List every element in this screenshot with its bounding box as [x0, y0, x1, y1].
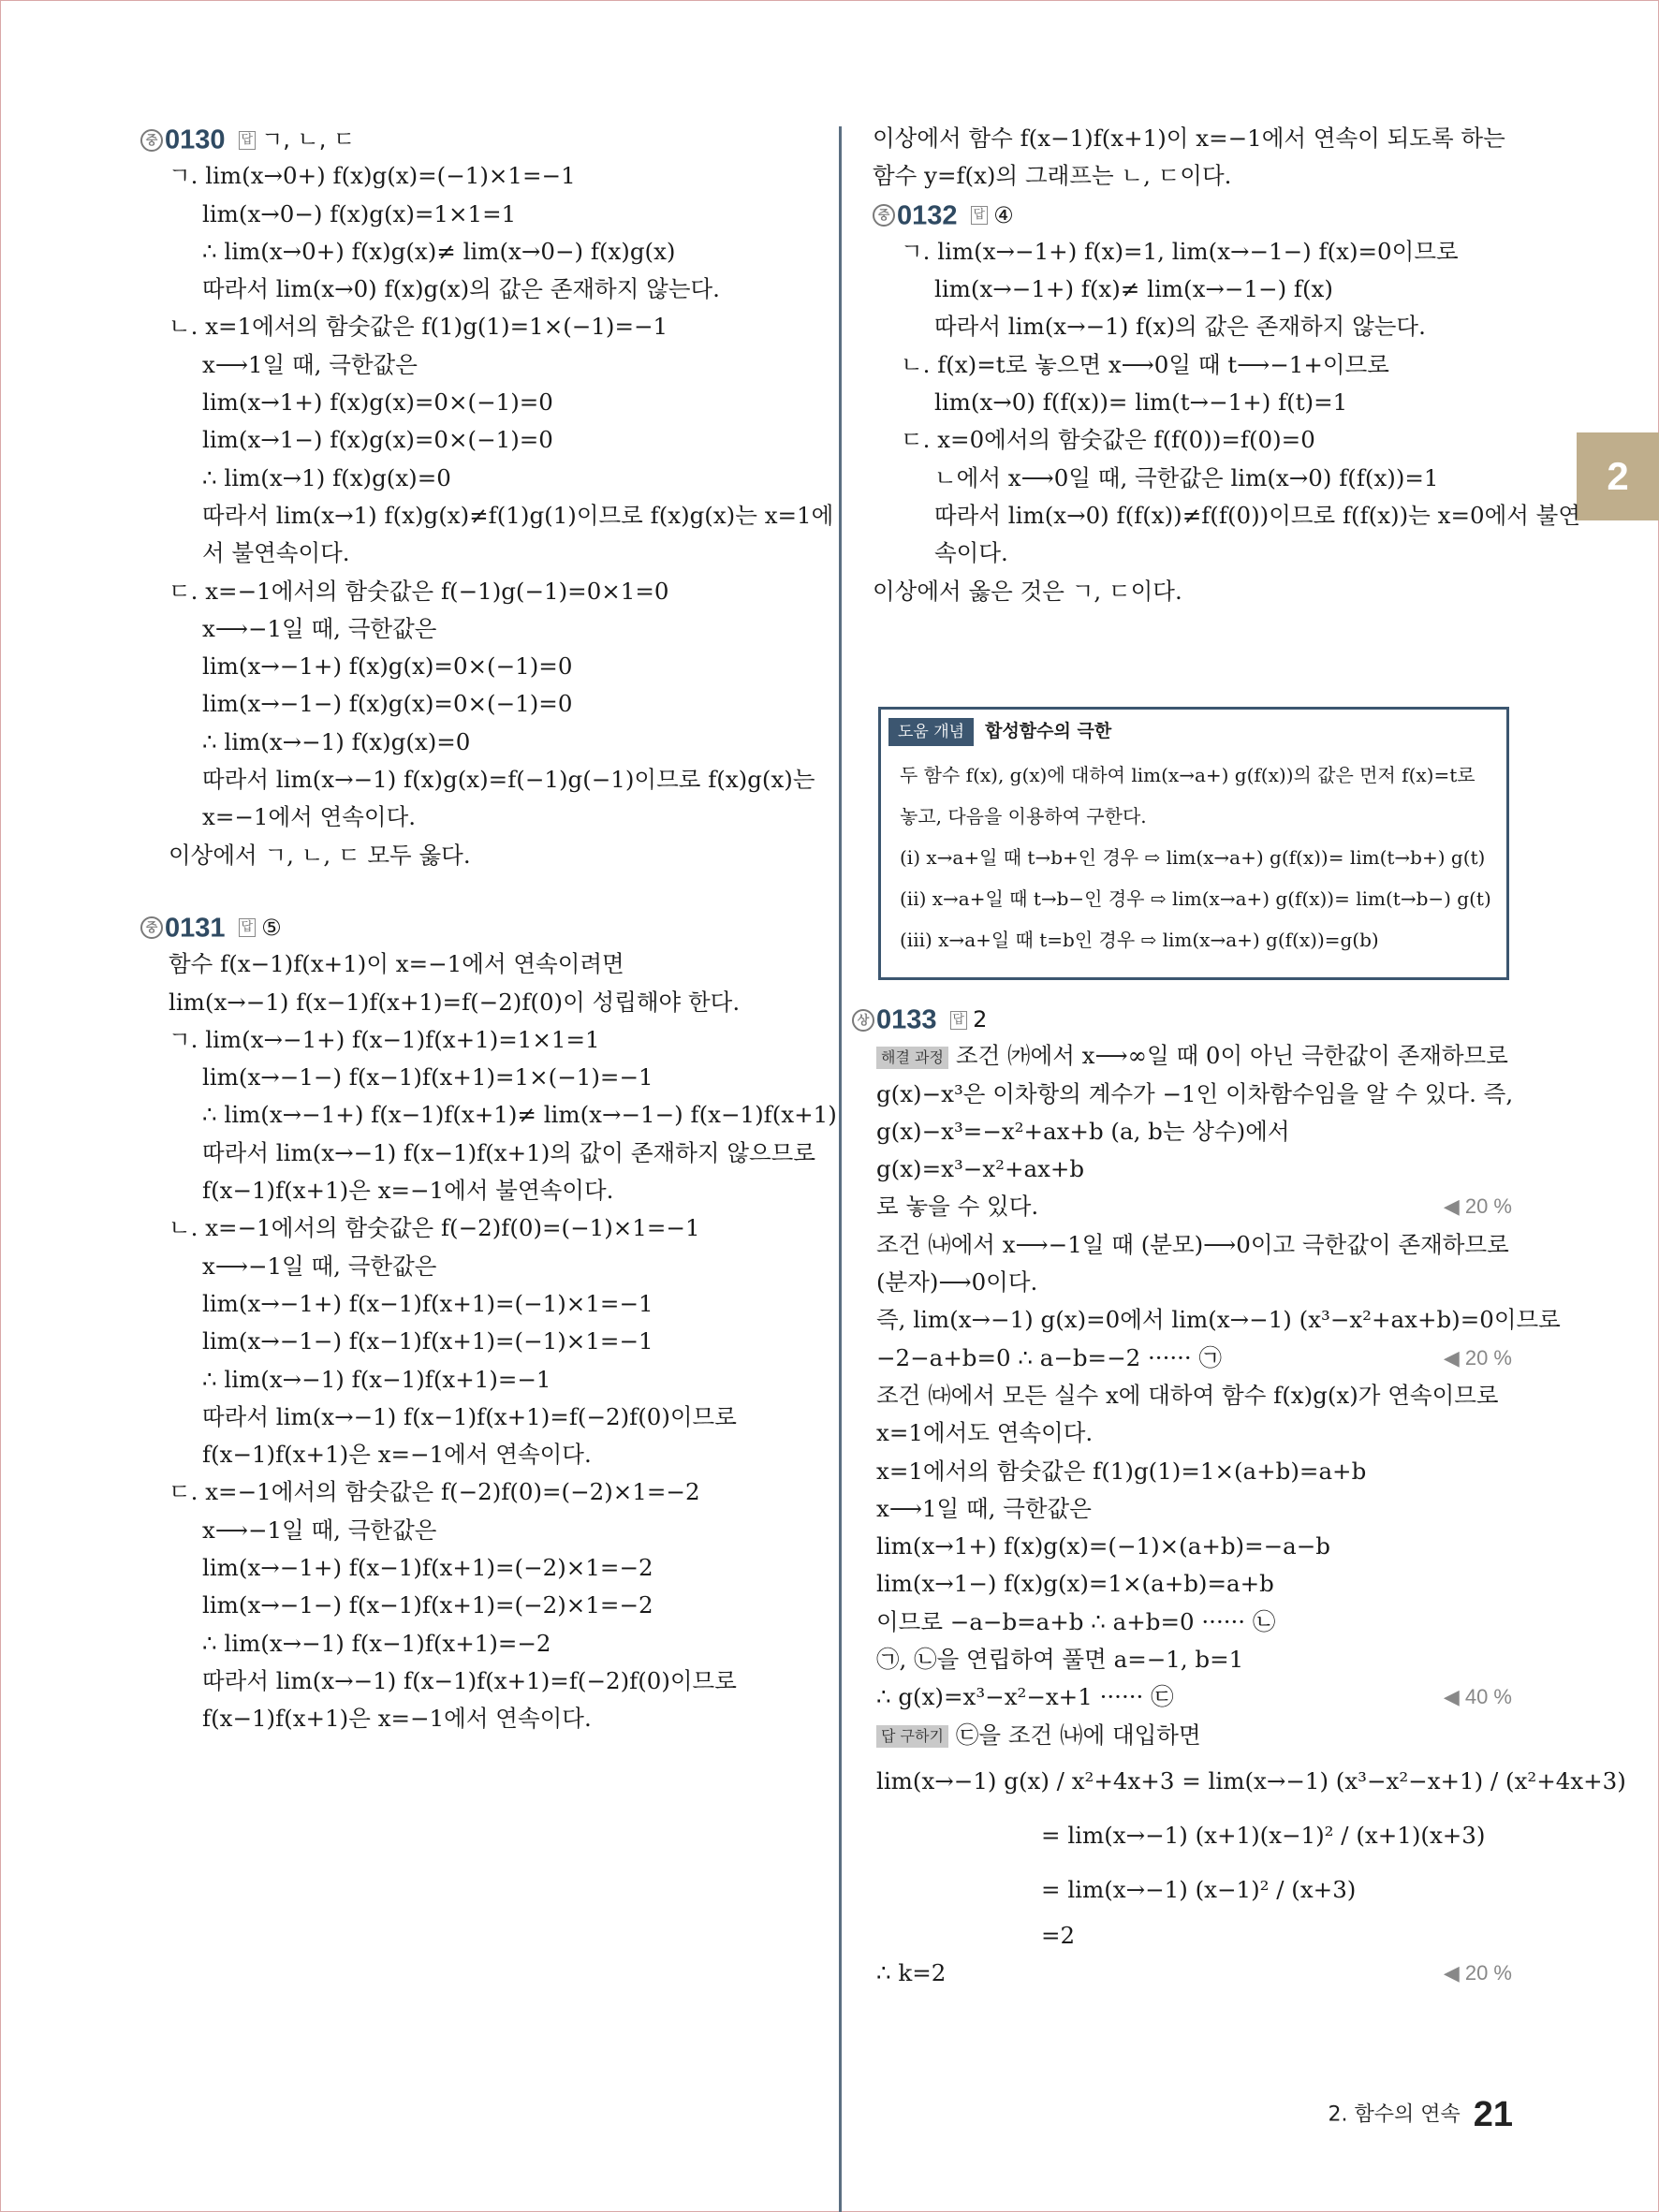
solution-line: lim(x→−1) f(x−1)f(x+1)=f(−2)f(0)이 성립해야 한다. [169, 988, 741, 1016]
solution-line: 따라서 lim(x→0) f(x)g(x)의 값은 존재하지 않는다. [202, 275, 720, 303]
solution-line: lim(x→0) f(f(x))= lim(t→−1+) f(t)=1 [934, 388, 1348, 417]
solution-line [852, 1188, 1512, 1225]
solution-line: lim(x→1−) f(x)g(x)=0×(−1)=0 [202, 426, 553, 454]
score-percent: ◀ 20 % [1443, 1961, 1512, 1985]
solution-text: ㉢을 조건 ㈏에 대입하면 [955, 1721, 1201, 1749]
answer-tag: 답 [239, 131, 257, 150]
solution-line [852, 1340, 1512, 1377]
solution-line: x=1에서도 연속이다. [876, 1419, 1094, 1447]
solution-line: 함수 y=f(x)의 그래프는 ㄴ, ㄷ이다. [873, 162, 1232, 190]
solution-line: lim(x→−1−) f(x−1)f(x+1)=(−2)×1=−2 [202, 1591, 653, 1619]
solution-line: lim(x→0−) f(x)g(x)=1×1=1 [202, 199, 517, 227]
solution-line: 속이다. [934, 539, 1008, 567]
solution-line: 서 불연속이다. [202, 539, 350, 567]
solution-line: ㉠, ㉡을 연립하여 풀면 a=−1, b=1 [876, 1646, 1244, 1674]
level-badge: 중 [873, 204, 895, 227]
solution-line: x⟶−1일 때, 극한값은 [202, 1516, 437, 1544]
solution-line: lim(x→1+) f(x)g(x)=0×(−1)=0 [202, 388, 553, 417]
tip-line: 놓고, 다음을 이용하여 구한다. [900, 805, 1147, 828]
solution-line: lim(x→−1−) f(x−1)f(x+1)=1×(−1)=−1 [202, 1063, 653, 1091]
solution-line: 따라서 lim(x→0) f(f(x))≠f(f(0))이므로 f(f(x))는 x=0에서 불연 [934, 501, 1581, 529]
solution-line: g(x)=x³−x²+ax+b [876, 1155, 1085, 1183]
solution-text: −2−a+b=0 ∴ a−b=−2 ······ ㉠ [876, 1343, 1223, 1371]
solution-line: f(x−1)f(x+1)은 x=−1에서 연속이다. [202, 1441, 592, 1469]
problem-number: 0132 [897, 199, 958, 230]
solution-text: 로 놓을 수 있다. [876, 1193, 1039, 1221]
solution-line: ∴ lim(x→−1) f(x−1)f(x+1)=−2 [202, 1629, 551, 1657]
solution-line: (분자)⟶0이다. [876, 1268, 1038, 1296]
calc-line: = lim(x→−1) (x−1)² / (x+3) [1041, 1875, 1357, 1903]
solution-line: ㄴ에서 x⟶0일 때, 극한값은 lim(x→0) f(f(x))=1 [934, 463, 1439, 491]
solution-line: ㄱ. lim(x→−1+) f(x)=1, lim(x→−1−) f(x)=0이므로 [901, 237, 1459, 265]
answer-value: ㄱ, ㄴ, ㄷ [261, 126, 356, 154]
calc-text: g(x) / x²+4x+3 [1004, 1766, 1175, 1795]
answer-value: ④ [993, 201, 1014, 228]
answer-tag: 답 [239, 918, 257, 937]
solution-line: ㄴ. x=1에서의 함숫값은 f(1)g(1)=1×(−1)=−1 [169, 313, 668, 341]
answer-value: ⑤ [261, 915, 282, 942]
solution-line: lim(x→−1+) f(x)≠ lim(x→−1−) f(x) [934, 275, 1333, 303]
chapter-tab: 2 [1577, 432, 1659, 520]
step-tag: 해결 과정 [876, 1047, 948, 1069]
solution-line: ㄷ. x=−1에서의 함숫값은 f(−1)g(−1)=0×1=0 [169, 577, 669, 605]
problem-number: 0131 [165, 913, 226, 944]
solution-line: lim(x→−1+) f(x)g(x)=0×(−1)=0 [202, 652, 573, 681]
level-badge: 중 [140, 916, 163, 939]
problem-0133 [852, 1000, 1626, 1993]
solution-line: g(x)−x³은 이차항의 계수가 −1인 이차함수임을 알 수 있다. 즉, [876, 1079, 1514, 1107]
solution-line: 조건 ㈐에서 모든 실수 x에 대하여 함수 f(x)g(x)가 연속이므로 [876, 1381, 1499, 1409]
solution-line: 이상에서 함수 f(x−1)f(x+1)이 x=−1에서 연속이 되도록 하는 [873, 125, 1505, 152]
answer-tag: 답 [950, 1011, 968, 1030]
solution-line: x⟶−1일 때, 극한값은 [202, 614, 437, 642]
solution-line: 이므로 −a−b=a+b ∴ a+b=0 ······ ㉡ [876, 1607, 1276, 1635]
solution-line: 따라서 lim(x→−1) f(x)g(x)=f(−1)g(−1)이므로 f(x)g(x)는 [202, 766, 815, 794]
solution-line [852, 1678, 1512, 1716]
solution-line [852, 1955, 1512, 1992]
footer-chapter: 2. 함수의 연속 [1328, 2102, 1461, 2127]
solution-line: x=1에서의 함숫값은 f(1)g(1)=1×(a+b)=a+b [876, 1457, 1367, 1485]
solution-line: x⟶1일 때, 극한값은 [876, 1494, 1092, 1522]
tip-line: 두 함수 f(x), g(x)에 대하여 lim(x→a+) g(f(x))의 값은 먼저 f(x)=t로 [900, 764, 1475, 786]
solution-line: x⟶−1일 때, 극한값은 [202, 1252, 437, 1280]
solution-line: 조건 ㈏에서 x⟶−1일 때 (분모)⟶0이고 극한값이 존재하므로 [876, 1230, 1509, 1258]
solution-line: lim(x→−1−) f(x−1)f(x+1)=(−1)×1=−1 [202, 1327, 653, 1355]
solution-line: 이상에서 ㄱ, ㄴ, ㄷ 모두 옳다. [169, 841, 471, 869]
level-badge: 중 [140, 129, 163, 152]
solution-line [852, 1717, 1512, 1754]
solution-line: 따라서 lim(x→−1) f(x−1)f(x+1)=f(−2)f(0)이므로 [202, 1666, 737, 1694]
tip-line: (ii) x→a+일 때 t→b−인 경우 ⇨ lim(x→a+) g(f(x))= lim(t→b−) g(t) [900, 887, 1491, 910]
problem-number: 0133 [876, 1004, 937, 1035]
tip-line: (i) x→a+일 때 t→b+인 경우 ⇨ lim(x→a+) g(f(x))= lim(t→b+) g(t) [900, 846, 1486, 869]
solution-line: lim(x→1−) f(x)g(x)=1×(a+b)=a+b [876, 1570, 1274, 1598]
solution-line: lim(x→−1+) f(x−1)f(x+1)=(−2)×1=−2 [202, 1553, 653, 1581]
page-number: 21 [1473, 2095, 1513, 2134]
solution-line: lim(x→1+) f(x)g(x)=(−1)×(a+b)=−a−b [876, 1532, 1330, 1560]
solution-line: ∴ lim(x→1) f(x)g(x)=0 [202, 463, 451, 491]
calc-text: lim(x→−1) [876, 1766, 997, 1795]
solution-line: 함수 f(x−1)f(x+1)이 x=−1에서 연속이려면 [169, 950, 624, 978]
solution-line: f(x−1)f(x+1)은 x=−1에서 연속이다. [202, 1705, 592, 1733]
answer-value: 2 [973, 1006, 988, 1033]
page-footer [1328, 2095, 1513, 2135]
problem-header-0132 [873, 196, 1519, 233]
solution-line: 따라서 lim(x→−1) f(x−1)f(x+1)의 값이 존재하지 않으므로 [202, 1138, 815, 1166]
tip-line: (iii) x→a+일 때 t=b인 경우 ⇨ lim(x→a+) g(f(x))=g(b) [900, 929, 1379, 951]
score-percent: ◀ 20 % [1443, 1194, 1512, 1219]
solution-line: ㄴ. f(x)=t로 놓으면 x⟶0일 때 t⟶−1+이므로 [901, 350, 1389, 378]
solution-line: ∴ lim(x→0+) f(x)g(x)≠ lim(x→0−) f(x)g(x) [202, 237, 676, 265]
answer-tag: 답 [971, 206, 989, 225]
tip-heading: 합성함수의 극한 [985, 721, 1112, 741]
level-badge: 상 [852, 1009, 874, 1032]
score-percent: ◀ 40 % [1443, 1685, 1512, 1709]
solution-line: lim(x→−1+) f(x−1)f(x+1)=(−1)×1=−1 [202, 1289, 653, 1317]
calc-line [852, 1754, 1626, 1809]
solution-line: ∴ lim(x→−1+) f(x−1)f(x+1)≠ lim(x→−1−) f(x−1)f(x+1) [202, 1101, 837, 1129]
solution-line: 즉, lim(x→−1) g(x)=0에서 lim(x→−1) (x³−x²+ax+b)=0이므로 [876, 1306, 1561, 1334]
solution-line: lim(x→−1−) f(x)g(x)=0×(−1)=0 [202, 690, 573, 718]
tip-body [900, 754, 1495, 960]
calc-line: =2 [1041, 1921, 1076, 1949]
solution-line: 이상에서 옳은 것은 ㄱ, ㄷ이다. [873, 577, 1182, 605]
tip-badge: 도움 개념 [888, 718, 974, 746]
solution-line: ㄴ. x=−1에서의 함숫값은 f(−2)f(0)=(−1)×1=−1 [169, 1214, 700, 1242]
solution-text: 조건 ㈎에서 x⟶∞일 때 0이 아닌 극한값이 존재하므로 [955, 1042, 1508, 1070]
solution-line: f(x−1)f(x+1)은 x=−1에서 불연속이다. [202, 1177, 614, 1205]
solution-line: 따라서 lim(x→−1) f(x−1)f(x+1)=f(−2)f(0)이므로 [202, 1402, 737, 1430]
solution-line: ㄷ. x=−1에서의 함숫값은 f(−2)f(0)=(−2)×1=−2 [169, 1478, 700, 1506]
score-percent: ◀ 20 % [1443, 1345, 1512, 1370]
problem-header-0133 [852, 1000, 1512, 1037]
calc-text: = lim(x→−1) (x³−x²−x+1) / (x²+4x+3) [1182, 1766, 1626, 1795]
tip-title-row [888, 717, 1111, 745]
calc-line: = lim(x→−1) (x+1)(x−1)² / (x+1)(x+3) [1041, 1821, 1486, 1849]
column-divider [839, 126, 842, 2212]
step-tag: 답 구하기 [876, 1725, 948, 1748]
solution-line [852, 1037, 1512, 1075]
solution-line: ㄱ. lim(x→−1+) f(x−1)f(x+1)=1×1=1 [169, 1025, 600, 1053]
problem-number: 0130 [165, 125, 226, 155]
solution-line: x=−1에서 연속이다. [202, 803, 417, 831]
right-column [873, 120, 1581, 610]
solution-text: ∴ k=2 [876, 1959, 947, 1987]
left-column [140, 120, 837, 1737]
solution-line: ∴ lim(x→−1) f(x−1)f(x+1)=−1 [202, 1365, 551, 1393]
solution-line: x⟶1일 때, 극한값은 [202, 350, 418, 378]
problem-header-0130 [140, 120, 815, 157]
solution-line: 따라서 lim(x→−1) f(x)의 값은 존재하지 않는다. [934, 313, 1426, 341]
solution-text: ∴ g(x)=x³−x²−x+1 ······ ㉢ [876, 1683, 1174, 1711]
solution-line: ∴ lim(x→−1) f(x)g(x)=0 [202, 727, 471, 755]
concept-tip-box [878, 707, 1509, 980]
problem-header-0131 [140, 908, 815, 945]
solution-line: ㄷ. x=0에서의 함숫값은 f(f(0))=f(0)=0 [901, 426, 1315, 454]
solution-line: ㄱ. lim(x→0+) f(x)g(x)=(−1)×1=−1 [169, 162, 576, 190]
solution-line: g(x)−x³=−x²+ax+b (a, b는 상수)에서 [876, 1117, 1290, 1145]
solution-line: 따라서 lim(x→1) f(x)g(x)≠f(1)g(1)이므로 f(x)g(x)는 x=1에 [202, 501, 834, 529]
